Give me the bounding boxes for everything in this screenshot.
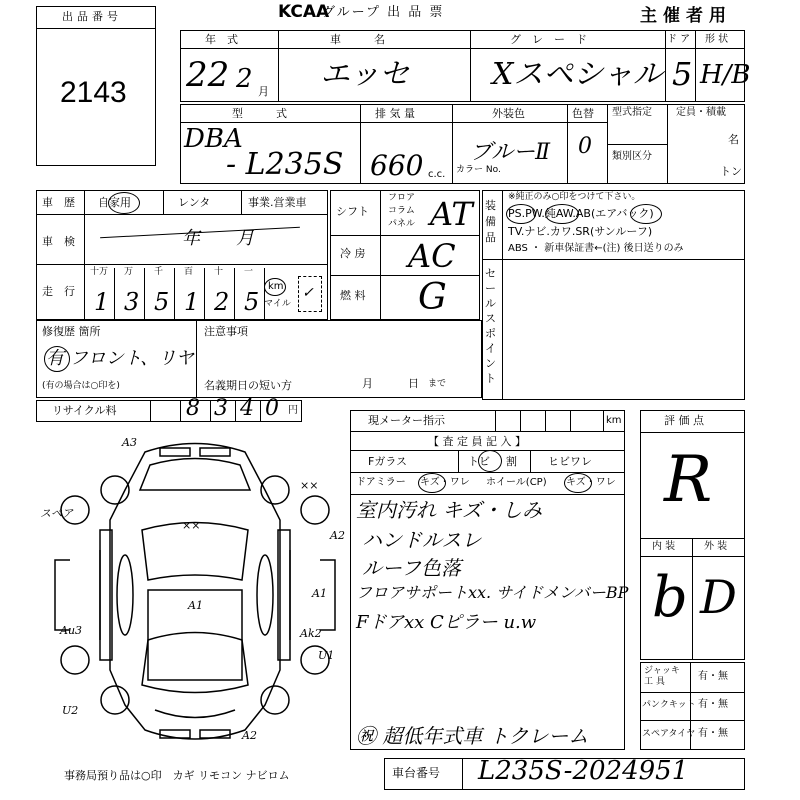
disp-value: 660 xyxy=(370,149,424,182)
history-business[interactable]: 事業.営業車 xyxy=(248,196,307,209)
inspect-value: 年 月 xyxy=(182,228,254,249)
spare-label: スペアタイヤ xyxy=(642,729,696,739)
year-label: 年 式 xyxy=(205,33,238,46)
interior-label: 内 装 xyxy=(652,541,676,552)
model-value2: - L235S xyxy=(226,147,344,182)
diagram-label-9: A2 xyxy=(242,729,257,742)
name-label: 車 名 xyxy=(330,33,385,46)
brand-logo: KCAA xyxy=(278,2,330,22)
digit-3: 1 xyxy=(184,288,200,316)
shift-label: シフト xyxy=(336,205,369,218)
equipment-line2: TV.ナビ.カワ.SR(サンルーフ) xyxy=(508,225,653,238)
history-label: 車 歴 xyxy=(42,196,75,209)
grade-value: Xスペシャル xyxy=(492,57,663,92)
model-value1: DBA xyxy=(184,124,243,154)
unit-3: 百 xyxy=(184,267,194,277)
diagram-label-5: A1 xyxy=(312,587,327,600)
shaken-short: 名義期日の短い方 xyxy=(204,379,292,392)
digit-2: 5 xyxy=(154,288,170,316)
bottom-note: ㊗ 超低年式車 トクレーム xyxy=(356,724,589,748)
digit-1: 3 xyxy=(124,288,140,316)
puncture-label: パンクキット xyxy=(642,700,696,710)
recycle-d2: 4 xyxy=(240,396,254,421)
jack-yesno[interactable]: 有・無 xyxy=(698,671,728,682)
door-mirror-label: ドアミラー xyxy=(356,477,406,488)
name-value: エッセ xyxy=(320,57,410,92)
grade-value: R xyxy=(664,443,713,517)
meter-km: km xyxy=(606,415,622,426)
exterior-value: D xyxy=(700,570,737,624)
digit-0: 1 xyxy=(94,288,110,316)
diagram-label-8: Ak2 xyxy=(300,627,322,640)
sales-label: セールスポイント xyxy=(485,267,496,385)
recycle-label: リサイクル料 xyxy=(52,404,117,417)
note-2: ルーフ色落 xyxy=(362,556,461,580)
diagram-label-3: ×× xyxy=(182,519,201,532)
recycle-d3: 0 xyxy=(265,396,279,421)
shape-value: H/B xyxy=(700,60,751,90)
fglass-label: Fガラス xyxy=(368,455,407,468)
mileage-label: 走 行 xyxy=(42,285,75,298)
shift-value: AT xyxy=(430,195,473,233)
equipment-line3: ABS ・ 新車保証書←(注) 後日送りのみ xyxy=(508,243,684,254)
history-private[interactable]: 自家用 xyxy=(98,196,131,209)
chassis-value: L235S-2024951 xyxy=(478,756,689,786)
recycle-yen: 円 xyxy=(288,405,298,416)
puncture-yesno[interactable]: 有・無 xyxy=(698,699,728,710)
month-unit: 月 xyxy=(258,85,269,98)
chassis-label: 車台番号 xyxy=(392,766,441,780)
km-circle xyxy=(264,278,286,296)
mile-label: マイル xyxy=(264,299,291,309)
ware-label: 割 xyxy=(506,455,517,468)
equipment-note: ※純正のみ○印をつけて下さい。 xyxy=(508,192,641,202)
private-circle xyxy=(108,192,140,214)
shift-opts: フロア コラム パネル xyxy=(388,193,416,229)
doors-label: ド ア xyxy=(667,34,691,45)
unit-0: 十万 xyxy=(90,267,109,277)
repair-month: 月 xyxy=(362,377,373,390)
repair-label: 修復歴 箇所 xyxy=(42,325,101,338)
repair-note: (有の場合は○印を) xyxy=(42,381,120,391)
note-4: Fドアxx Cピラー u.w xyxy=(356,612,537,633)
equipment-line1: PS.PW.純AW.AB(エアバック) xyxy=(508,207,654,220)
month-value: 2 xyxy=(236,64,253,94)
unit-1: 万 xyxy=(124,267,134,277)
repair-day: 日 xyxy=(408,377,419,390)
unit-2: 千 xyxy=(154,267,164,277)
km-check: ✓ xyxy=(302,285,314,301)
note-0: 室内汚れ キズ・しみ xyxy=(356,498,542,522)
typedes-label: 型式指定 xyxy=(612,107,652,118)
jack-label: ジャッキ 工 具 xyxy=(644,666,680,687)
history-rental[interactable]: レンタ xyxy=(178,196,211,209)
equipment-label: 装備品 xyxy=(485,199,496,244)
recolor-label: 色替 xyxy=(572,107,594,120)
note-3: フロアサポートxx. サイドメンバーBP xyxy=(356,583,629,602)
diagram-label-11: U2 xyxy=(62,704,79,717)
recolor-value: 0 xyxy=(578,134,592,159)
doors-value: 5 xyxy=(672,55,693,93)
grade-label: グ レ ー ド xyxy=(510,33,587,46)
diagram-label-4: A2 xyxy=(330,529,345,542)
diagram-label-1: ×× xyxy=(300,479,319,492)
ac-label: 冷 房 xyxy=(340,247,366,260)
ac-value: AC xyxy=(408,237,456,275)
meter-label: 現メーター指示 xyxy=(368,414,445,427)
unit-5: 一 xyxy=(244,267,254,277)
color-value: ブルーⅡ xyxy=(470,140,551,165)
spare-yesno[interactable]: 有・無 xyxy=(698,728,728,739)
fuel-value: G xyxy=(418,277,447,318)
color-no-label: カラー No. xyxy=(456,165,501,175)
unit-4: 十 xyxy=(214,267,224,277)
kizu-ware-label: キズ・ワレ xyxy=(420,477,470,488)
fuel-label: 燃 料 xyxy=(340,289,366,302)
grade-label: 評 価 点 xyxy=(664,414,704,427)
diagram-label-0: A3 xyxy=(122,436,137,449)
inspector-label: 【 査 定 員 記 入 】 xyxy=(428,435,526,448)
class-label: 類別区分 xyxy=(612,151,652,162)
color-label: 外装色 xyxy=(492,107,525,120)
footer-note: 事務局預り品は○印 カギ リモコン ナビロム xyxy=(64,769,290,782)
diagram-label-10: U1 xyxy=(318,649,335,662)
diagram-label-7: Au3 xyxy=(60,624,83,637)
digit-5: 5 xyxy=(244,288,260,316)
lot-label: 出品番号 xyxy=(62,10,122,23)
shape-label: 形 状 xyxy=(705,34,729,45)
disp-label: 排 気 量 xyxy=(375,107,415,120)
exterior-label: 外 装 xyxy=(704,541,728,552)
seats-unit: 名 xyxy=(728,133,739,146)
sales-point-block xyxy=(482,260,745,400)
disp-unit: c.c. xyxy=(428,169,446,180)
interior-value: b xyxy=(652,565,688,630)
km-label: km xyxy=(268,281,284,292)
diagram-label-2: スペア xyxy=(40,507,73,520)
model-label: 型 式 xyxy=(232,107,287,120)
capacity-label: 定員・積載 xyxy=(676,107,726,118)
wheel-label: ホイール(CP) xyxy=(486,477,547,488)
year-value: 22 xyxy=(186,55,230,95)
repair-value: 有 フロント、リヤ xyxy=(46,348,194,369)
inspect-label: 車 検 xyxy=(42,235,75,248)
owner-label: 主催者用 xyxy=(640,6,732,26)
tobi-label: トビ xyxy=(468,455,490,468)
note-1: ハンドルスレ xyxy=(362,528,482,552)
lot-number: 2143 xyxy=(60,76,127,109)
kizu-ware2-label: キズ・ワレ xyxy=(566,477,616,488)
group-title: グループ 出 品 票 xyxy=(322,5,445,20)
repair-until: まで xyxy=(428,379,447,389)
diagram-label-6: A1 xyxy=(188,599,203,612)
ton-unit: トン xyxy=(720,165,742,178)
digit-4: 2 xyxy=(214,288,230,316)
attention-label: 注意事項 xyxy=(204,325,248,338)
recycle-d1: 3 xyxy=(214,396,228,421)
hibiware-label: ヒビワレ xyxy=(548,455,592,468)
recycle-d0: 8 xyxy=(186,396,200,421)
